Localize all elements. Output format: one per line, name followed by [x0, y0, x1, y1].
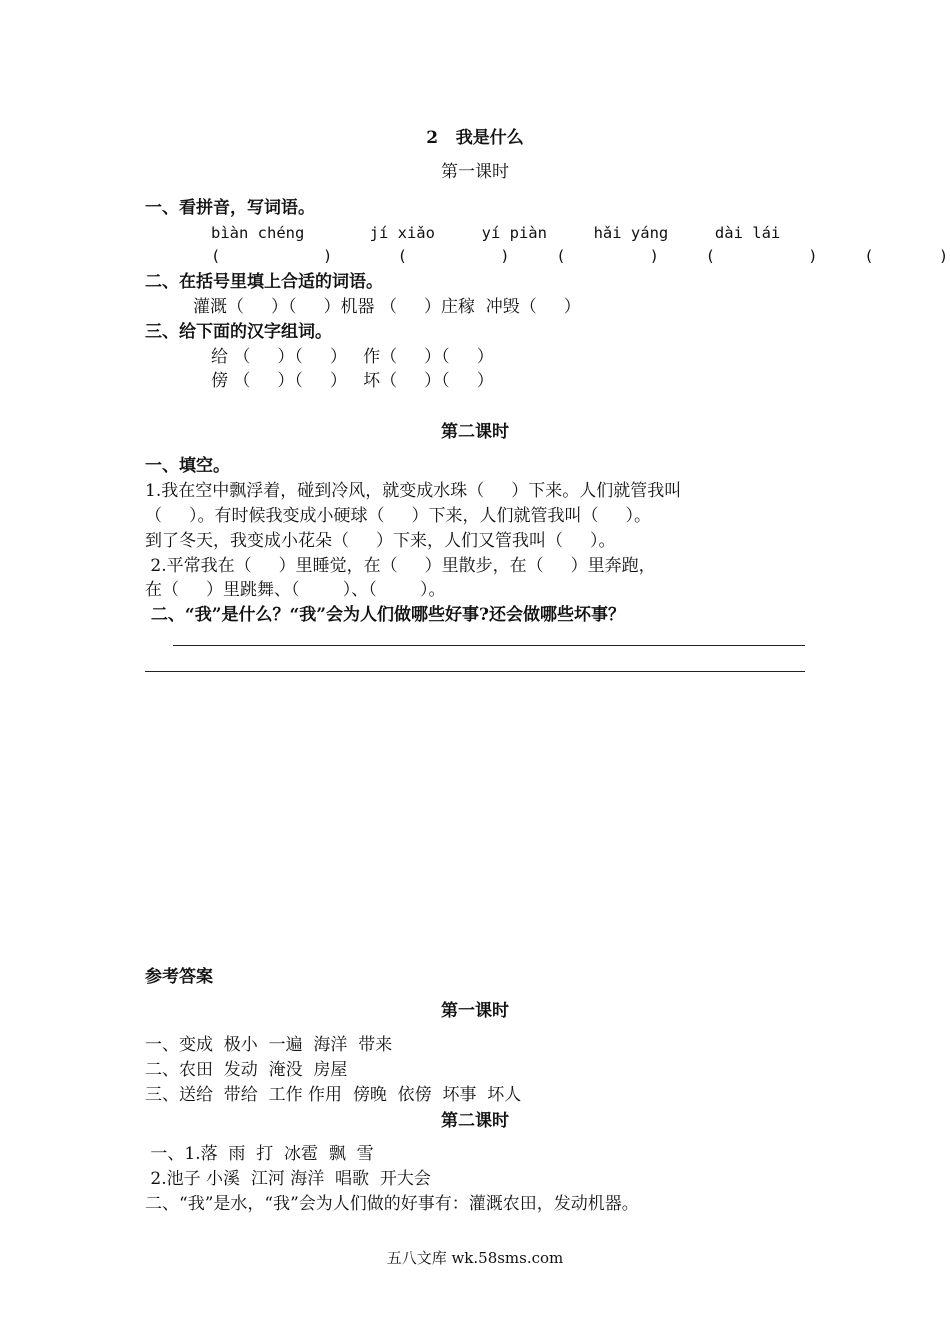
lesson2-heading: 第二课时	[441, 422, 509, 442]
answer-line: 一、1.落 雨 打 冰雹 飘 雪	[145, 1144, 374, 1164]
lesson1-q1-label: 一、看拼音，写词语。	[145, 198, 315, 218]
lesson1-q3-label: 三、给下面的汉字组词。	[145, 322, 332, 342]
worksheet-title: 2 我是什么	[426, 128, 524, 148]
lesson1-q2-line: 灌溉（ ）（ ）机器 （ ）庄稼 冲毁（ ）	[193, 297, 581, 317]
lesson2-q2-label: 二、“我”是什么？“我”会为人们做哪些好事?还会做哪些坏事？	[145, 605, 625, 625]
lesson1-q3-row2: 傍 （ ）（ ） 坏（ ）（ ）	[211, 371, 494, 391]
answer-line: 一、变成 极小 一遍 海洋 带来	[145, 1035, 393, 1055]
answers-lesson1-heading: 第一课时	[441, 1001, 509, 1021]
answer-line: 三、送给 带给 工作 作用 傍晚 依傍 坏事 坏人	[145, 1085, 522, 1105]
lesson2-q1-line: 2.平常我在（ ）里睡觉，在（ ）里散步，在（ ）里奔跑，	[145, 556, 656, 576]
pinyin-row: bìàn chéng jí xiǎo yí piàn hǎi yáng dài lái	[211, 224, 781, 242]
pinyin-answer-brackets: ( ) ( ) ( ) ( ) ( )	[211, 247, 949, 265]
answer-line: 2.池子 小溪 江河 海洋 唱歌 开大会	[145, 1169, 431, 1189]
lesson1-q2-label: 二、在括号里填上合适的词语。	[145, 272, 383, 292]
answers-lesson2-heading: 第二课时	[441, 1111, 509, 1131]
answer-line: 二、“我”是水，“我”会为人们做的好事有：灌溉农田，发动机器。	[145, 1194, 639, 1214]
lesson2-q1-label: 一、填空。	[145, 456, 230, 476]
lesson2-q1-line: 到了冬天，我变成小花朵（ ）下来，人们又管我叫（ ）。	[145, 531, 616, 551]
answers-title: 参考答案	[145, 967, 213, 987]
lesson2-q1-line: 在（ ）里跳舞、（ ）、（ ）。	[145, 580, 446, 600]
lesson1-heading: 第一课时	[441, 162, 509, 182]
answer-writing-line	[145, 671, 805, 672]
answer-writing-line	[173, 645, 805, 646]
answer-line: 二、农田 发动 淹没 房屋	[145, 1060, 348, 1080]
lesson2-q1-line: （ ）。有时候我变成小硬球（ ）下来，人们就管我叫（ ）。	[145, 506, 652, 526]
lesson1-q3-row1: 给 （ ）（ ） 作（ ）（ ）	[211, 347, 494, 367]
footer-watermark: 五八文库 wk.58sms.com	[386, 1249, 564, 1267]
lesson2-q1-line: 1.我在空中飘浮着，碰到冷风，就变成水珠（ ）下来。人们就管我叫	[145, 481, 682, 501]
